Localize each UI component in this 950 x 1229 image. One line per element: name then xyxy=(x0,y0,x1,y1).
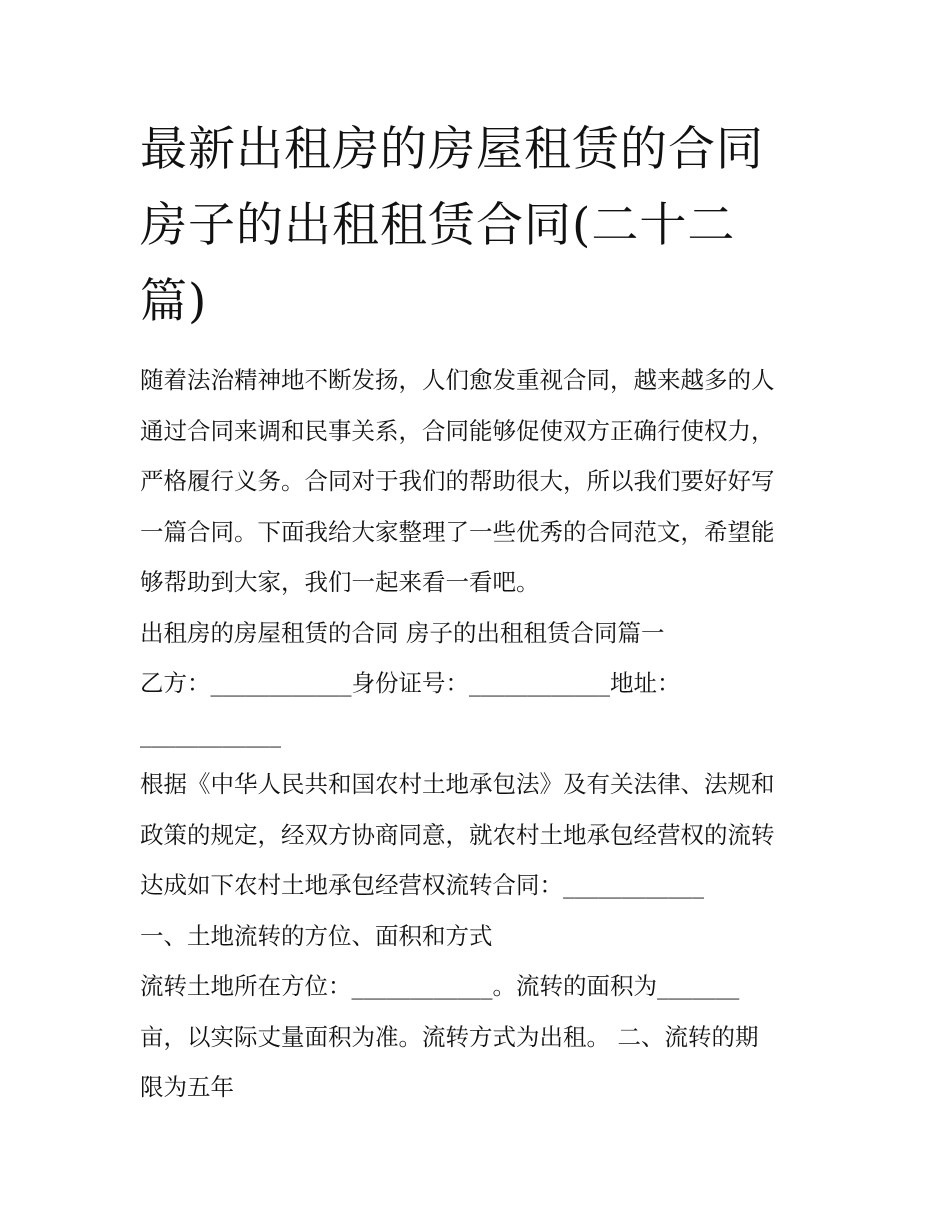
party-line: ____________ xyxy=(140,719,281,748)
intro-line: 够帮助到大家，我们一起来看一看吧。 xyxy=(140,568,540,596)
clause-one-line: 限为五年 xyxy=(140,1073,234,1101)
document-page xyxy=(140,112,815,1113)
basis-paragraph xyxy=(140,759,815,911)
clause-one-paragraph xyxy=(140,961,815,1113)
clause-one-line: 流转土地所在方位：____________。流转的面积为_______ xyxy=(140,972,740,1000)
basis-line: 政策的规定，经双方协商同意，就农村土地承包经营权的流转 xyxy=(140,820,775,849)
intro-paragraph xyxy=(140,355,815,608)
document-title xyxy=(140,112,815,340)
basis-line: 达成如下农村土地承包经营权流转合同：____________ xyxy=(140,871,704,899)
intro-line: 通过合同来调和民事关系，合同能够促使双方正确行使权力， xyxy=(140,416,775,445)
intro-line: 一篇合同。下面我给大家整理了一些优秀的合同范文，希望能 xyxy=(140,517,775,546)
section-heading: 出租房的房屋租赁的合同 房子的出租租赁合同篇一 xyxy=(140,618,665,647)
basis-line: 根据《中华人民共和国农村土地承包法》及有关法律、法规和 xyxy=(140,770,775,798)
title-line: 房子的出租租赁合同(二十二 xyxy=(140,198,736,253)
intro-line: 随着法治精神地不断发扬，人们愈发重视合同，越来越多的人 xyxy=(140,366,775,394)
title-line: 篇) xyxy=(140,274,208,329)
document-body xyxy=(140,355,815,1113)
party-line: 乙方：____________身份证号：____________地址： xyxy=(140,669,681,697)
clause-one-line: 亩，以实际丈量面积为准。流转方式为出租。 二、流转的期 xyxy=(140,1022,759,1051)
title-line: 最新出租房的房屋租赁的合同 xyxy=(140,122,764,177)
intro-line: 严格履行义务。合同对于我们的帮助很大，所以我们要好好写 xyxy=(140,467,775,495)
party-info xyxy=(140,658,815,759)
clause-one-heading: 一、土地流转的方位、面积和方式 xyxy=(140,921,493,950)
